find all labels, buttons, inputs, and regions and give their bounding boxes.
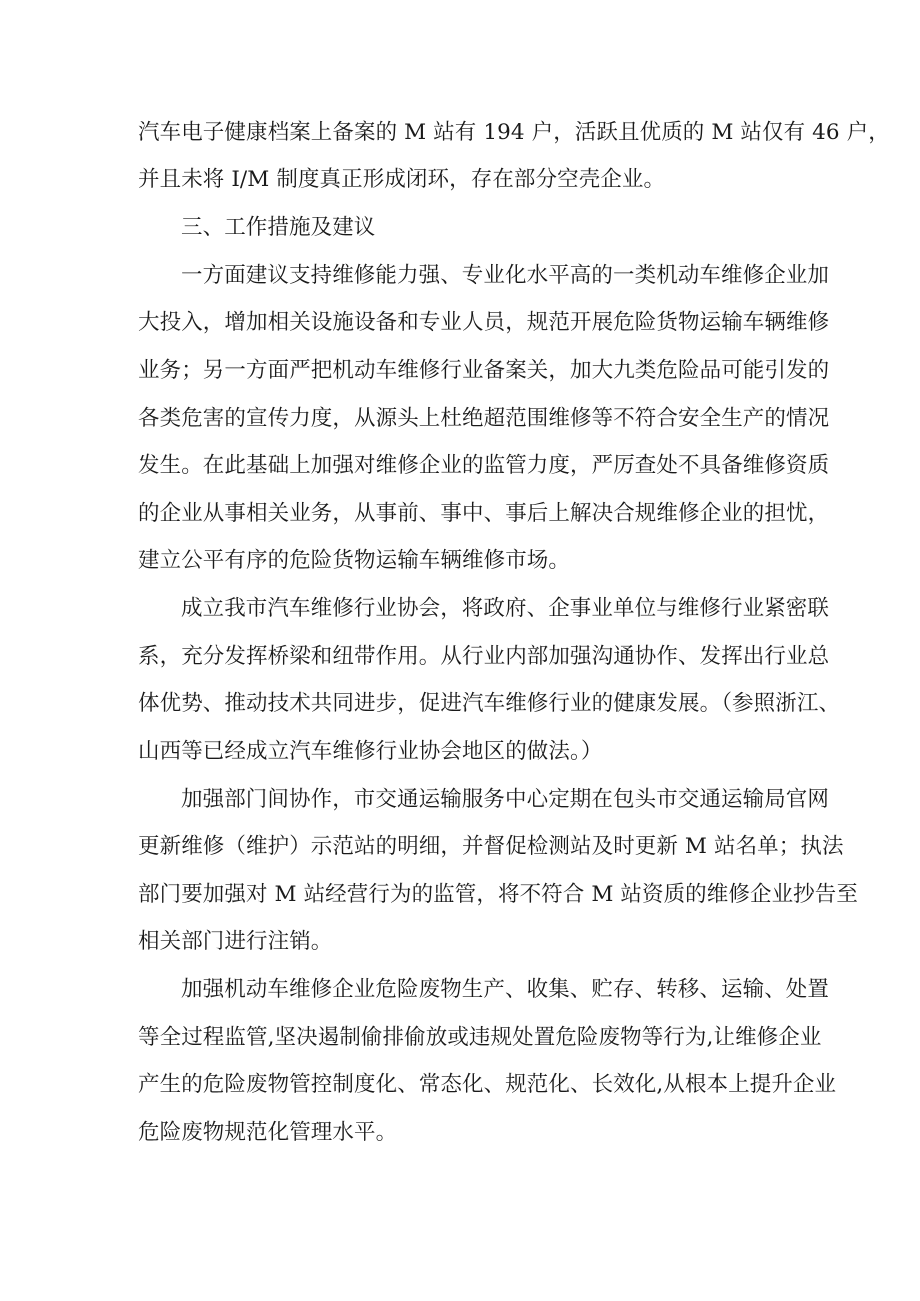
- paragraph-line: 并且未将 I/M 制度真正形成闭环，存在部分空壳企业。: [138, 167, 666, 192]
- paragraph-line: 一方面建议支持维修能力强、专业化水平高的一类机动车维修企业加: [181, 263, 830, 288]
- paragraph-line: 山西等已经成立汽车维修行业协会地区的做法。）: [138, 739, 603, 764]
- paragraph-line: 建立公平有序的危险货物运输车辆维修市场。: [138, 548, 571, 573]
- paragraph-line: 加强机动车维修企业危险废物生产、收集、贮存、转移、运输、处置: [181, 977, 830, 1002]
- paragraph-line: 危险废物规范化管理水平。: [138, 1120, 398, 1145]
- paragraph-line: 产生的危险废物管控制度化、常态化、规范化、长效化,从根本上提升企业: [138, 1072, 837, 1097]
- paragraph-line: 系，充分发挥桥梁和纽带作用。从行业内部加强沟通协作、发挥出行业总: [138, 644, 830, 669]
- paragraph-line: 业务；另一方面严把机动车维修行业备案关，加大九类危险品可能引发的: [138, 358, 830, 383]
- paragraph-line: 的企业从事相关业务，从事前、事中、事后上解决合规维修企业的担忧，: [138, 501, 830, 526]
- paragraph-line: 加强部门间协作，市交通运输服务中心定期在包头市交通运输局官网: [181, 787, 830, 812]
- paragraph-line: 大投入，增加相关设施设备和专业人员，规范开展危险货物运输车辆维修: [138, 310, 830, 335]
- paragraph-line: 等全过程监管,坚决遏制偷排偷放或违规处置危险废物等行为,让维修企业: [138, 1025, 822, 1050]
- paragraph-line: 体优势、推动技术共同进步，促进汽车维修行业的健康发展。（参照浙江、: [138, 691, 841, 716]
- paragraph-line: 发生。在此基础上加强对维修企业的监管力度，严厉查处不具备维修资质: [138, 453, 830, 478]
- paragraph-line: 成立我市汽车维修行业协会，将政府、企事业单位与维修行业紧密联: [181, 596, 830, 621]
- paragraph-line: 各类危害的宣传力度，从源头上杜绝超范围维修等不符合安全生产的情况: [138, 406, 830, 431]
- paragraph-line: 部门要加强对 M 站经营行为的监管，将不符合 M 站资质的维修企业抄告至: [138, 882, 858, 907]
- paragraph-line: 相关部门进行注销。: [138, 929, 333, 954]
- paragraph-line: 汽车电子健康档案上备案的 M 站有 194 户，活跃且优质的 M 站仅有 46 户，: [138, 120, 890, 145]
- section-heading: 三、工作措施及建议: [181, 215, 376, 240]
- paragraph-line: 更新维修（维护）示范站的明细，并督促检测站及时更新 M 站名单；执法: [138, 834, 844, 859]
